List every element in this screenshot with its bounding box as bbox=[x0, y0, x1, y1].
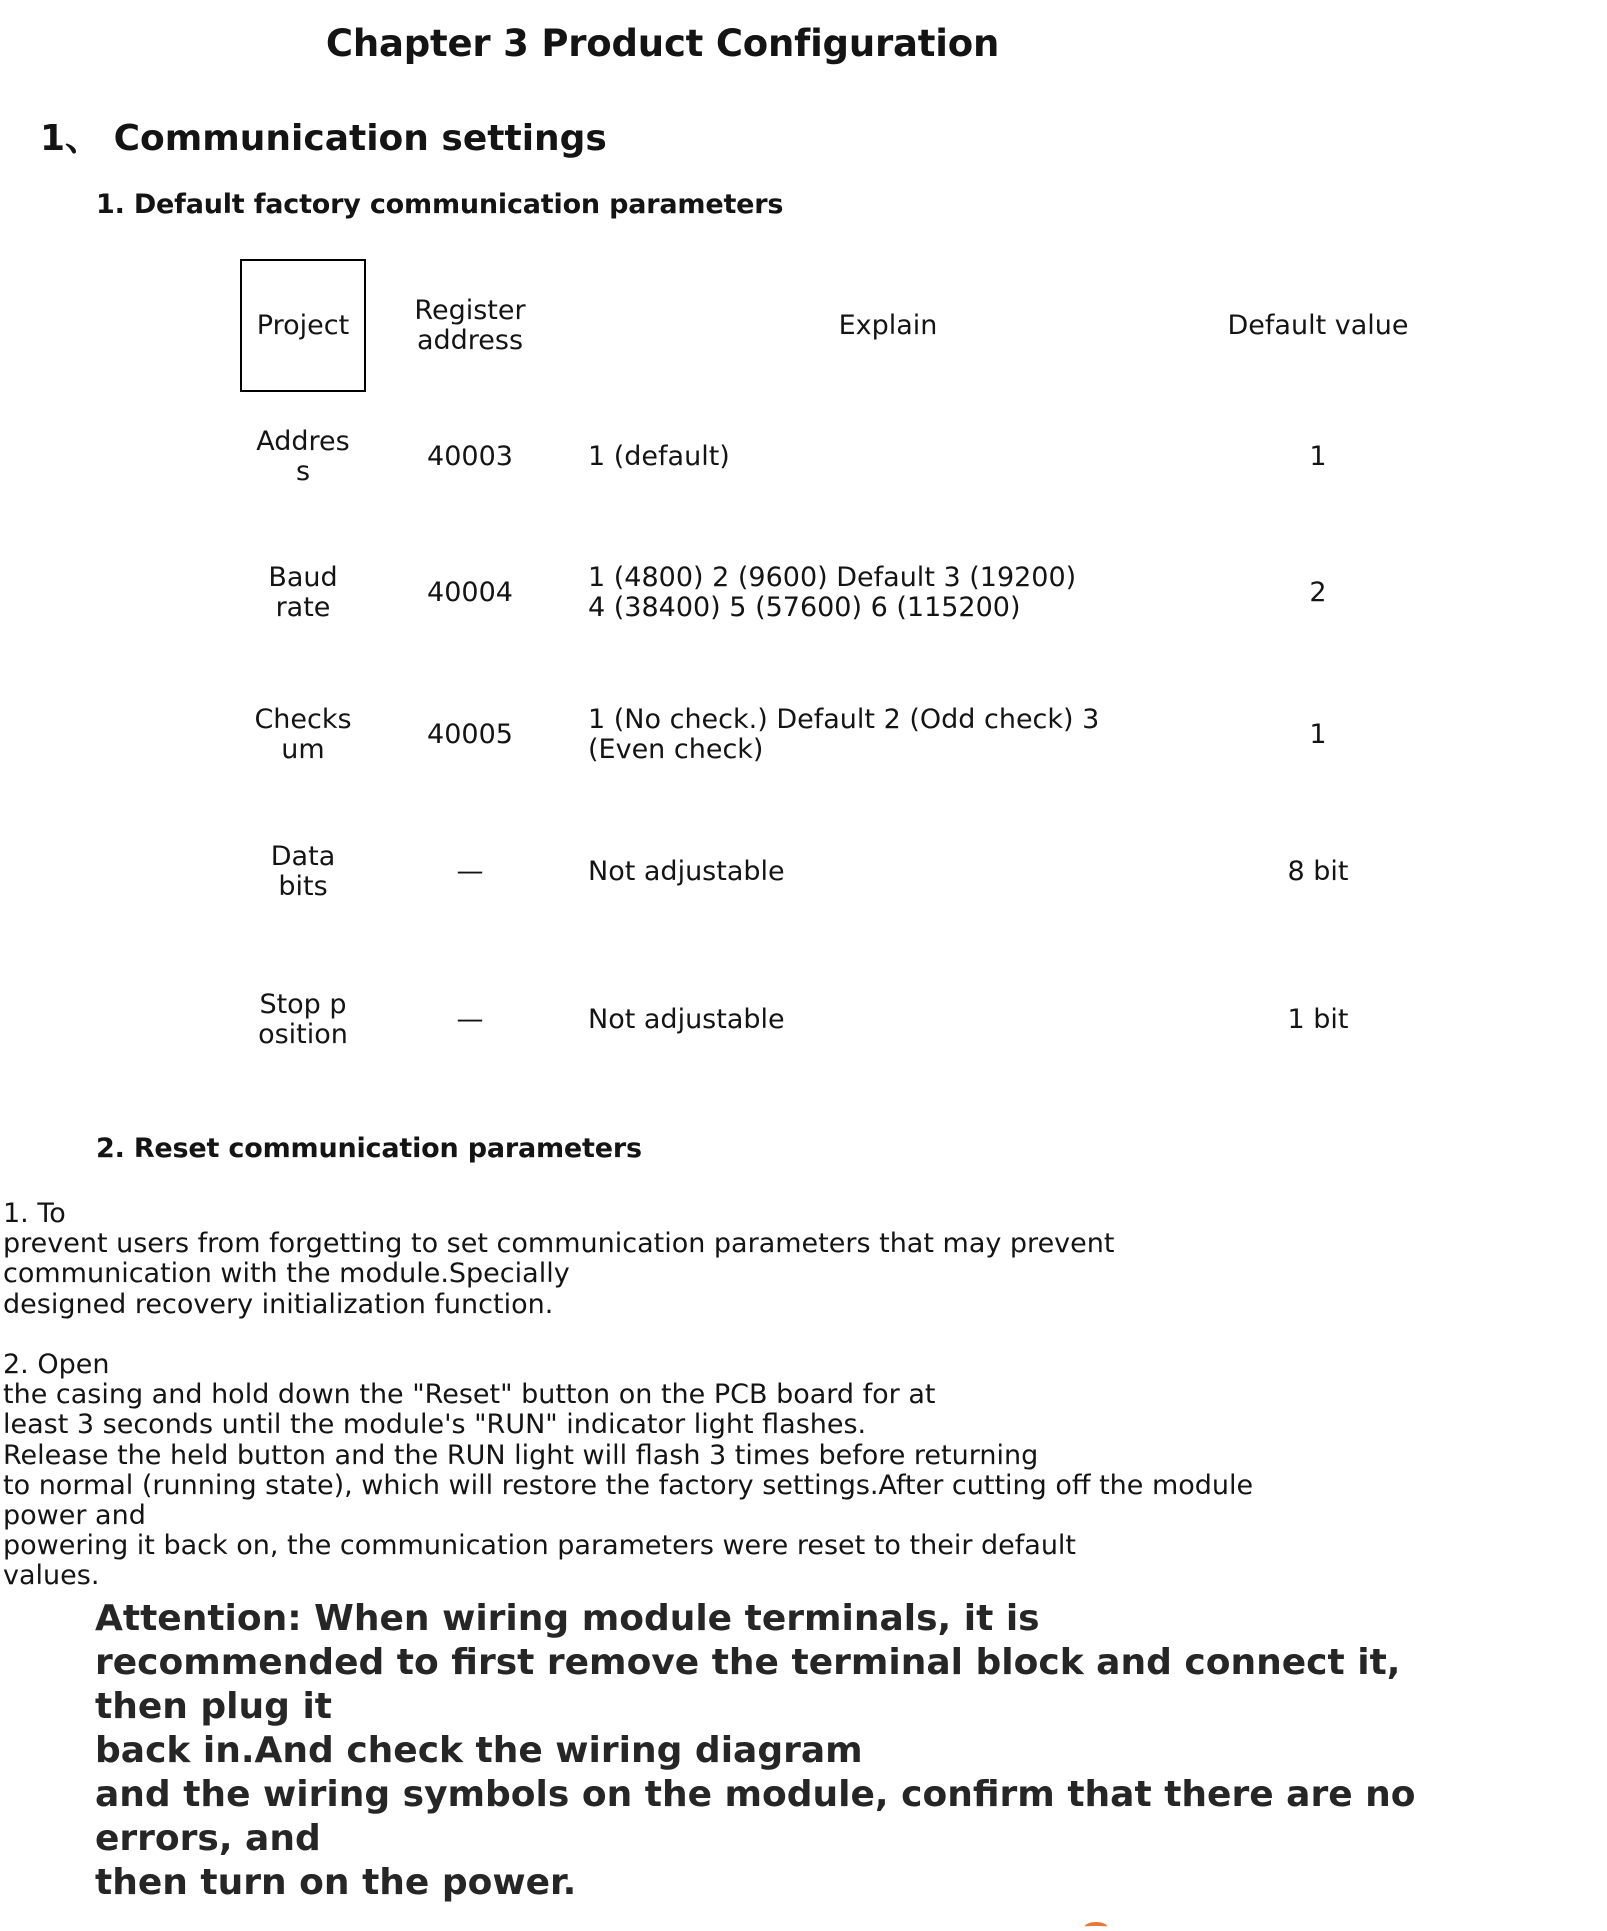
subsection-title-reset-parameters: 2. Reset communication parameters bbox=[96, 1133, 642, 1164]
row-register: — bbox=[456, 1004, 484, 1035]
row-explain: 1 (default) bbox=[588, 441, 730, 472]
chapter-title: Chapter 3 Product Configuration bbox=[325, 22, 1000, 65]
row-register: 40005 bbox=[427, 719, 513, 750]
header-register-address: Register address bbox=[414, 294, 526, 356]
row-default: 8 bit bbox=[1287, 856, 1349, 887]
row-register: 40004 bbox=[427, 577, 513, 608]
row-default: 2 bbox=[1309, 577, 1327, 608]
row-project: Address bbox=[256, 426, 350, 487]
header-explain: Explain bbox=[838, 309, 938, 341]
reset-instructions: 1. To prevent users from forgetting to set communication parameters that may prevent communication with the module.Specially designed recovery initialization function. 2. Open the casing and hold down the "Reset" button on the PCB board for at least 3 seconds until the module's "RUN" indicator light flashes. Release the held button and the RUN light will flash 3 times before returning to normal (running state), which will restore the factory settings.After cutting off the module power and powering it back on, the communication parameters were reset to their default values. bbox=[3, 1198, 1254, 1592]
row-explain: 1 (4800) 2 (9600) Default 3 (19200) 4 (38400) 5 (57600) 6 (115200) bbox=[588, 562, 1077, 623]
row-project: Checksum bbox=[254, 704, 352, 765]
row-project: Baud rate bbox=[268, 562, 338, 623]
row-explain: 1 (No check.) Default 2 (Odd check) 3 (Even check) bbox=[588, 704, 1100, 765]
header-default-value: Default value bbox=[1227, 309, 1409, 341]
row-explain: Not adjustable bbox=[588, 1004, 785, 1035]
header-project: Project bbox=[240, 259, 366, 392]
row-default: 1 bbox=[1309, 719, 1327, 750]
attention-note: Attention: When wiring module terminals, it is recommended to first remove the terminal block and connect it, then plug it back in.And check the wiring diagram and the wiring symbols on the module, confirm that there are no errors, and then turn on the power. bbox=[95, 1598, 1416, 1903]
decorative-mark bbox=[1085, 1922, 1107, 1931]
row-project: Stop position bbox=[258, 989, 348, 1050]
row-default: 1 bbox=[1309, 441, 1327, 472]
row-register: — bbox=[456, 856, 484, 887]
row-default: 1 bit bbox=[1287, 1004, 1349, 1035]
row-project: Data bits bbox=[270, 841, 336, 902]
row-explain: Not adjustable bbox=[588, 856, 785, 887]
section-title: 1、 Communication settings bbox=[40, 118, 607, 159]
subsection-title-default-parameters: 1. Default factory communication parameters bbox=[96, 189, 784, 220]
row-register: 40003 bbox=[427, 441, 513, 472]
